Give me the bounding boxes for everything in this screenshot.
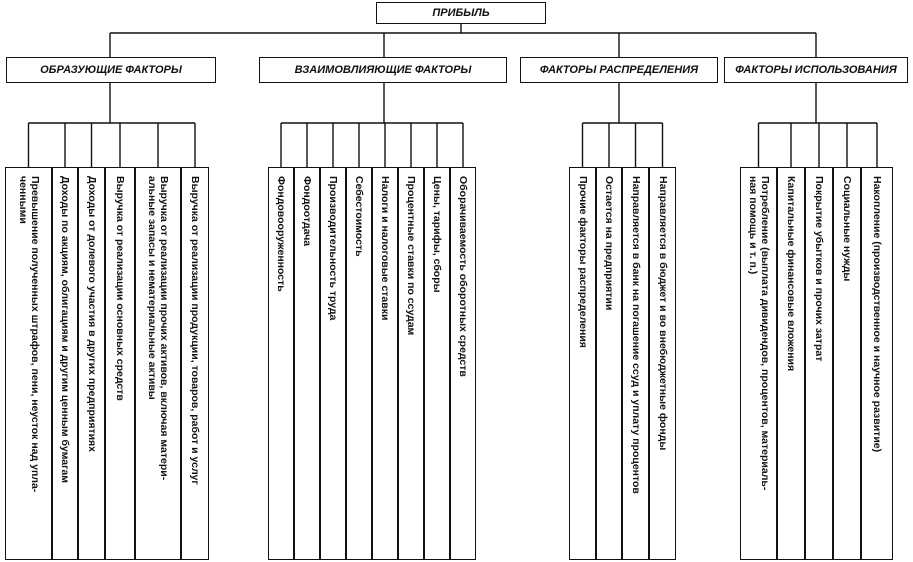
factor-box <box>450 167 476 560</box>
factor-label: Оборачиваемость оборотных средств <box>457 176 469 377</box>
factor-box <box>833 167 861 560</box>
factor-label: Накопление (производственное и научное развитие) <box>871 176 883 453</box>
factor-box <box>52 167 78 560</box>
group-label: ФАКТОРЫ ИСПОЛЬЗОВАНИЯ <box>735 64 897 76</box>
factor-label: Потребление (выплата дивидендов, процентов, материаль- ная помощь и т. п.) <box>746 176 771 491</box>
root-label: ПРИБЫЛЬ <box>432 7 490 19</box>
factor-box <box>5 167 52 560</box>
factor-box <box>622 167 649 560</box>
factor-box <box>135 167 181 560</box>
group-forming-factors <box>6 57 216 83</box>
group-label: ФАКТОРЫ РАСПРЕДЕЛЕНИЯ <box>539 64 699 76</box>
factor-label: Выручка от реализации основных средств <box>114 176 126 401</box>
factor-box <box>861 167 893 560</box>
factor-box <box>398 167 424 560</box>
factor-box <box>78 167 105 560</box>
group-distribution-factors <box>520 57 718 83</box>
factor-label: Прочие факторы распределения <box>576 176 589 348</box>
factor-box <box>181 167 209 560</box>
factor-label: Доходы от долевого участия в других предприятиях <box>85 176 98 453</box>
factor-label: Фондовооруженность <box>275 176 287 292</box>
factor-box <box>740 167 777 560</box>
group-label: ВЗАИМОВЛИЯЮЩИЕ ФАКТОРЫ <box>294 64 472 76</box>
root-node <box>376 2 546 24</box>
factor-label: Остается на предприятии <box>603 176 615 311</box>
factor-label: Выручка от реализации продукции, товаров, работ и услуг <box>189 176 201 485</box>
factor-box <box>649 167 676 560</box>
factor-box <box>569 167 596 560</box>
factor-box <box>346 167 372 560</box>
factor-label: Покрытие убытков и прочих затрат <box>813 176 825 362</box>
factor-box <box>805 167 833 560</box>
factor-label: Направляется в бюджет и во внебюджетные фонды <box>656 176 669 451</box>
factor-box <box>320 167 346 560</box>
factor-label: Себестоимость <box>353 176 365 257</box>
factor-label: Доходы по акциям, облигациям и другим ценным бумагам <box>59 176 71 484</box>
factor-box <box>372 167 398 560</box>
factor-label: Социальные нужды <box>841 176 853 282</box>
factor-label: Превышение полученных штрафов, пени, неусток над упла- ченными <box>16 176 41 493</box>
factor-label: Направляется в банк на погашение ссуд и уплату процентов <box>629 176 642 494</box>
factor-label: Цены, тарифы, сборы <box>431 176 443 293</box>
factor-box <box>294 167 320 560</box>
factor-label: Процентные ставки по ссудам <box>405 176 417 336</box>
group-usage-factors <box>724 57 908 83</box>
factor-label: Фондоотдача <box>301 176 313 247</box>
factor-box <box>424 167 450 560</box>
factor-label: Налоги и налоговые ставки <box>379 176 391 321</box>
group-interacting-factors <box>259 57 507 83</box>
factor-box <box>268 167 294 560</box>
factor-box <box>105 167 135 560</box>
factor-label: Производительность труда <box>327 176 339 321</box>
factor-label: Капитальные финансовые вложения <box>785 176 797 372</box>
factor-box <box>777 167 805 560</box>
factor-box <box>596 167 622 560</box>
group-label: ОБРАЗУЮЩИЕ ФАКТОРЫ <box>40 64 182 76</box>
factor-label: Выручка от реализации прочих активов, включая матери- альные запасы и нематериальные активы <box>146 176 170 481</box>
